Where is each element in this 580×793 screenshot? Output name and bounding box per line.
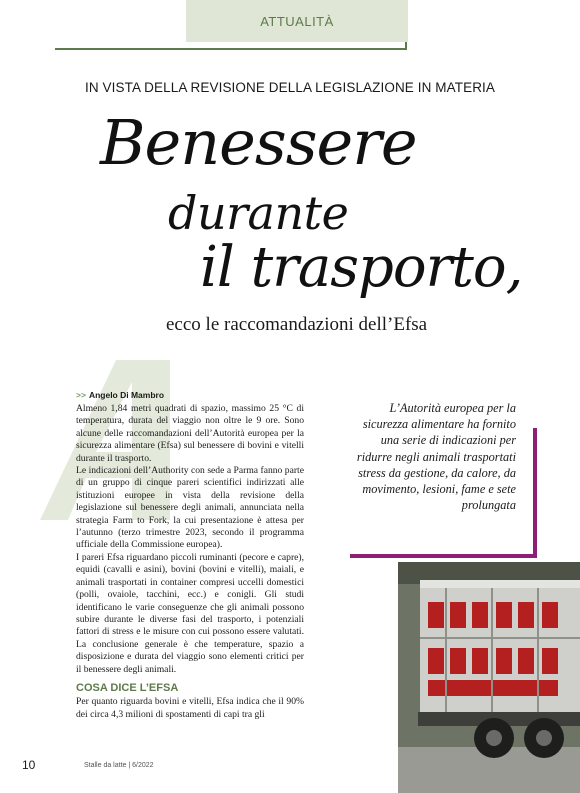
title-line-3: il trasporto, bbox=[200, 235, 523, 300]
body-paragraph: I pareri Efsa riguardano piccoli ruminanti (pecore e capre), equidi (cavalli e asini), bovini (bovini e vitelli), maiali, e animali trasportati in container compresi uccelli domestici (polli, ovaiole, tacchini, ecc.) e conigli. Gli studi identificano le varie conseguenze che gli animali possono subire durante le diverse fasi del trasporto, i potenziali fattori di stress e le misure con cui possono essere valutati. La conclusione generale è che temperature, spazio a disposizione e durata del viaggio sono elementi critici per il benessere degli animali. bbox=[76, 551, 304, 675]
section-rule bbox=[55, 48, 407, 50]
body-paragraph: Le indicazioni dell’Authority con sede a Parma fanno parte di un gruppo di cinque pareri scientifici indirizzati alle istituzioni europee in vista della revisione della legislazione sul benessere degli animali, annunciata nella strategia Farm to Fork, la cui presentazione è attesa per l’autunno (terzo trimestre 2023, secondo il programma ufficiale della Commissione europea). bbox=[76, 465, 304, 551]
article-kicker: IN VISTA DELLA REVISIONE DELLA LEGISLAZIONE IN MATERIA bbox=[84, 80, 496, 95]
quote-accent-bar bbox=[533, 428, 537, 558]
author-name: Angelo Di Mambro bbox=[88, 390, 165, 400]
article-body bbox=[76, 403, 304, 721]
author-byline bbox=[76, 390, 164, 400]
quote-accent-bar bbox=[350, 554, 537, 558]
author-marker: >> bbox=[76, 390, 86, 400]
section-tab: ATTUALITÀ bbox=[186, 0, 408, 42]
section-rule-tick bbox=[405, 42, 407, 50]
body-paragraph: Almeno 1,84 metri quadrati di spazio, massimo 25 °C di temperatura, durata del viaggio non oltre le 9 ore. Sono alcune delle raccomandazioni dell’Autorità europea per la sicurezza alimentare (Efsa) sul benessere di bovini e vitelli durante il trasporto. bbox=[76, 403, 304, 464]
title-line-1: Benessere bbox=[100, 106, 417, 179]
section-subhead: COSA DICE L’EFSA bbox=[76, 681, 179, 694]
title-line-2: durante bbox=[168, 186, 349, 240]
article-subtitle: ecco le raccomandazioni dell’Efsa bbox=[166, 314, 428, 335]
body-paragraph: Per quanto riguarda bovini e vitelli, Efsa indica che il 90% dei circa 4,3 milioni di spostamenti di capi tra gli bbox=[76, 696, 304, 720]
livestock-truck-photo bbox=[398, 562, 580, 793]
magazine-issue: Stalle da latte | 6/2022 bbox=[84, 762, 154, 769]
page-number: 10 bbox=[22, 758, 36, 772]
pull-quote: L’Autorità europea per la sicurezza alimentare ha fornito una serie di indicazioni per ridurre negli animali trasportati stress da gestione, da calore, da movimento, lesioni, fame e sete prolungata bbox=[356, 401, 516, 513]
